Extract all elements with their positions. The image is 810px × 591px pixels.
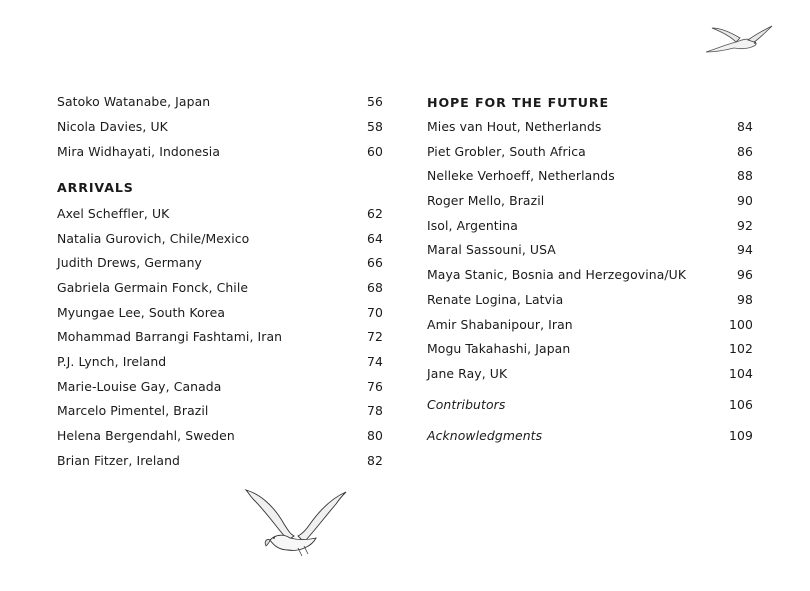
entry-title: Nelleke Verhoeff, Netherlands <box>427 168 615 183</box>
entry-title: Nicola Davies, UK <box>57 119 168 134</box>
toc-entry[interactable] <box>57 451 383 471</box>
entry-page: 66 <box>367 255 383 270</box>
entry-title: Maral Sassouni, USA <box>427 242 556 257</box>
toc-entry[interactable] <box>427 339 753 359</box>
entry-title: Marcelo Pimentel, Brazil <box>57 403 209 418</box>
entry-page: 109 <box>729 428 753 443</box>
toc-entry[interactable] <box>57 253 383 273</box>
toc-entry[interactable] <box>427 166 753 186</box>
entry-page: 96 <box>737 267 753 282</box>
entry-title: Mohammad Barrangi Fashtami, Iran <box>57 329 283 344</box>
entry-title: Isol, Argentina <box>427 218 518 233</box>
toc-entry[interactable] <box>427 315 753 335</box>
section-heading-arrivals: ARRIVALS <box>57 180 134 195</box>
entry-title: Myungae Lee, South Korea <box>57 305 226 320</box>
entry-page: 94 <box>737 242 753 257</box>
toc-entry[interactable] <box>427 290 753 310</box>
toc-entry-contributors[interactable] <box>427 395 753 415</box>
toc-entry[interactable] <box>427 240 753 260</box>
entry-title: Helena Bergendahl, Sweden <box>57 428 235 443</box>
entry-title: Gabriela Germain Fonck, Chile <box>57 280 249 295</box>
entry-page: 90 <box>737 193 753 208</box>
entry-page: 102 <box>729 341 753 356</box>
entry-page: 92 <box>737 218 753 233</box>
bird-illustration-icon <box>700 18 778 60</box>
entry-title: Mies van Hout, Netherlands <box>427 119 602 134</box>
toc-entry[interactable] <box>57 92 383 112</box>
toc-entry[interactable] <box>427 142 753 162</box>
entry-title: Judith Drews, Germany <box>57 255 202 270</box>
entry-page: 62 <box>367 206 383 221</box>
entry-title: P.J. Lynch, Ireland <box>57 354 167 369</box>
entry-title: Jane Ray, UK <box>427 366 508 381</box>
toc-entry[interactable] <box>57 352 383 372</box>
section-heading-hope-for-the-future: HOPE FOR THE FUTURE <box>427 95 610 110</box>
toc-entry[interactable] <box>57 377 383 397</box>
entry-page: 70 <box>367 305 383 320</box>
toc-entry[interactable] <box>57 204 383 224</box>
entry-page: 68 <box>367 280 383 295</box>
entry-title: Renate Logina, Latvia <box>427 292 564 307</box>
entry-title: Axel Scheffler, UK <box>57 206 170 221</box>
entry-title: Natalia Gurovich, Chile/Mexico <box>57 231 250 246</box>
toc-entry[interactable] <box>427 364 753 384</box>
entry-page: 100 <box>729 317 753 332</box>
entry-title: Acknowledgments <box>427 428 543 443</box>
toc-entry[interactable] <box>57 278 383 298</box>
toc-entry[interactable] <box>427 191 753 211</box>
entry-title: Marie-Louise Gay, Canada <box>57 379 222 394</box>
entry-page: 72 <box>367 329 383 344</box>
entry-title: Roger Mello, Brazil <box>427 193 545 208</box>
entry-title: Satoko Watanabe, Japan <box>57 94 211 109</box>
entry-page: 56 <box>367 94 383 109</box>
entry-title: Mira Widhayati, Indonesia <box>57 144 221 159</box>
entry-title: Piet Grobler, South Africa <box>427 144 586 159</box>
entry-page: 98 <box>737 292 753 307</box>
bird-illustration-icon <box>240 484 352 562</box>
entry-page: 104 <box>729 366 753 381</box>
toc-entry[interactable] <box>427 117 753 137</box>
toc-entry[interactable] <box>57 401 383 421</box>
toc-entry[interactable] <box>427 265 753 285</box>
entry-page: 76 <box>367 379 383 394</box>
toc-entry[interactable] <box>57 142 383 162</box>
entry-title: Contributors <box>427 397 506 412</box>
entry-page: 86 <box>737 144 753 159</box>
entry-page: 60 <box>367 144 383 159</box>
toc-entry[interactable] <box>57 327 383 347</box>
entry-page: 78 <box>367 403 383 418</box>
toc-entry[interactable] <box>427 216 753 236</box>
entry-page: 106 <box>729 397 753 412</box>
toc-entry[interactable] <box>57 303 383 323</box>
entry-page: 82 <box>367 453 383 468</box>
toc-entry[interactable] <box>57 117 383 137</box>
entry-title: Maya Stanic, Bosnia and Herzegovina/UK <box>427 267 687 282</box>
entry-page: 80 <box>367 428 383 443</box>
entry-title: Amir Shabanipour, Iran <box>427 317 573 332</box>
entry-title: Brian Fitzer, Ireland <box>57 453 180 468</box>
entry-page: 84 <box>737 119 753 134</box>
entry-page: 88 <box>737 168 753 183</box>
toc-entry[interactable] <box>57 229 383 249</box>
entry-title: Mogu Takahashi, Japan <box>427 341 571 356</box>
entry-page: 58 <box>367 119 383 134</box>
toc-entry[interactable] <box>57 426 383 446</box>
entry-page: 74 <box>367 354 383 369</box>
entry-page: 64 <box>367 231 383 246</box>
toc-entry-acknowledgments[interactable] <box>427 426 753 446</box>
